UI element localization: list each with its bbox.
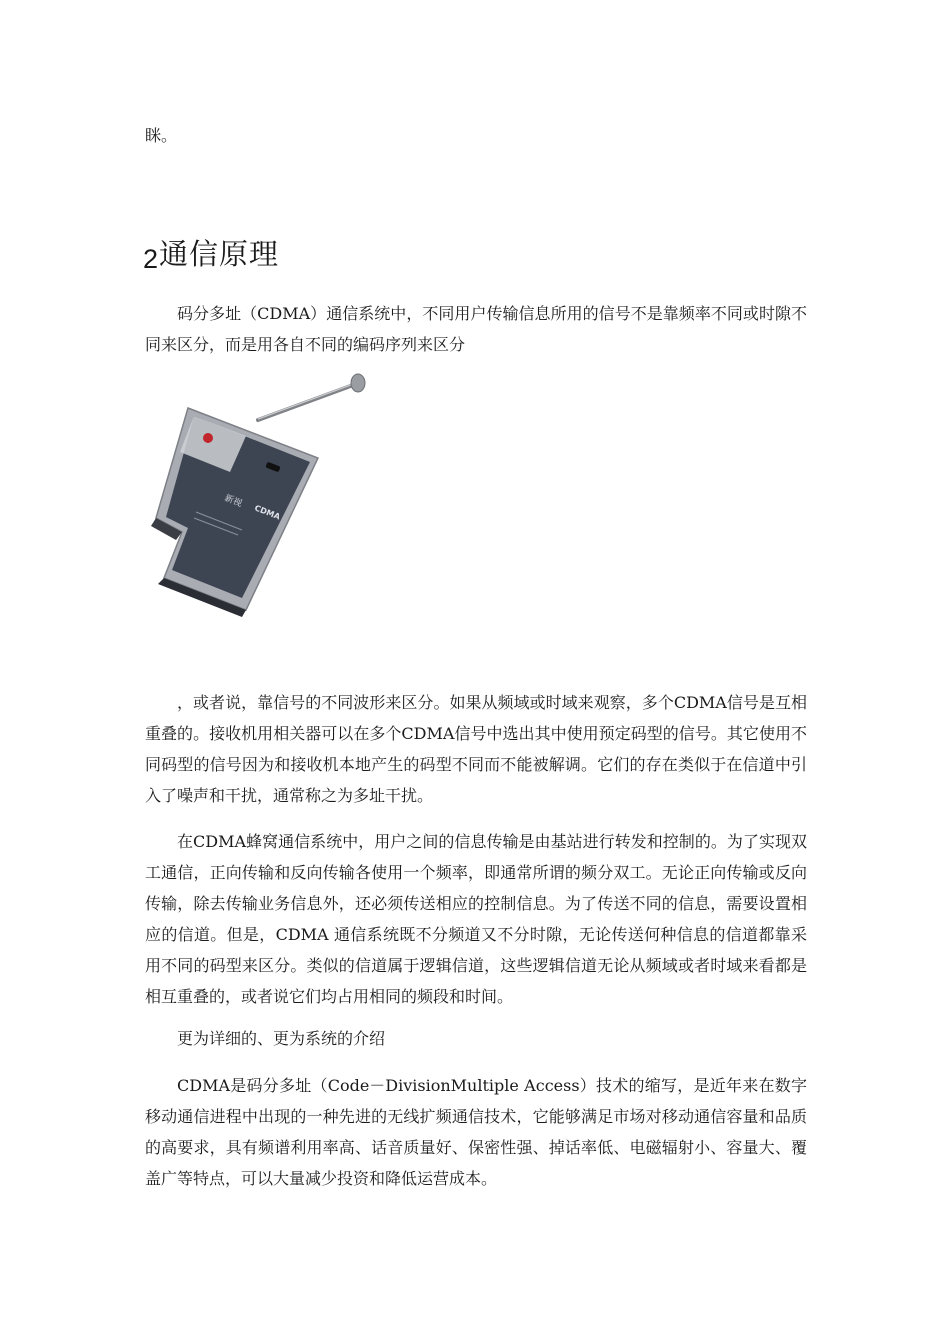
card-brand-text: 新视 xyxy=(222,493,244,510)
section-heading xyxy=(143,234,279,275)
antenna-rod xyxy=(258,384,356,420)
paragraph-cellular: 在CDMA蜂窝通信系统中，用户之间的信息传输是由基站进行转发和控制的。为了实现双工通信，正向传输和反向传输各使用一个频率，即通常所谓的频分双工。无论正向传输或反向传输，除去传输业务信息外，还必须传送相应的控制信息。为了传送不同的信息，需要设置相应的信道。但是，CDMA 通信系统既不分频道又不分时隙，无论传送何种信息的信道都靠采用不同的码型来区分。类似的信道属于逻辑信道，这些逻辑信道无论从频域或者时域来看都是相互重叠的，或者说它们均占用相同的频段和时间。 xyxy=(145,832,807,1006)
text-fragment: 眯。 xyxy=(145,126,178,145)
cdma-card-image xyxy=(146,372,376,617)
antenna-highlight xyxy=(258,383,356,419)
antenna-tip xyxy=(351,374,365,392)
operator-logo-icon xyxy=(203,433,213,443)
paragraph-intro: 码分多址（CDMA）通信系统中，不同用户传输信息所用的信号不是靠频率不同或时隙不同来区分，而是用各自不同的编码序列来区分 xyxy=(145,304,807,354)
section-number: 2 xyxy=(143,244,160,275)
paragraph-waveform: ，或者说，靠信号的不同波形来区分。如果从频域或时域来观察，多个CDMA信号是互相重叠的。接收机用相关器可以在多个CDMA信号中选出其中使用预定码型的信号。其它使用不同码型的信号因为和接收机本地产生的码型不同而不能被解调。它们的存在类似于在信道中引入了噪声和干扰，通常称之为多址干扰。 xyxy=(145,693,807,805)
card-product-text: CDMA xyxy=(253,503,282,522)
cdma-card-illustration xyxy=(146,372,376,617)
paragraph-cdma-definition: CDMA是码分多址（Code－DivisionMultiple Access）技术的缩写，是近年来在数字移动通信进程中出现的一种先进的无线扩频通信技术，它能够满足市场对移动通信容量和品质的高要求，具有频谱利用率高、话音质量好、保密性强、掉话率低、电磁辐射小、容量大、覆盖广等特点，可以大量减少投资和降低运营成本。 xyxy=(145,1076,807,1188)
paragraph-more-detail: 更为详细的、更为系统的介绍 xyxy=(177,1029,386,1048)
section-title: 通信原理 xyxy=(159,237,280,272)
